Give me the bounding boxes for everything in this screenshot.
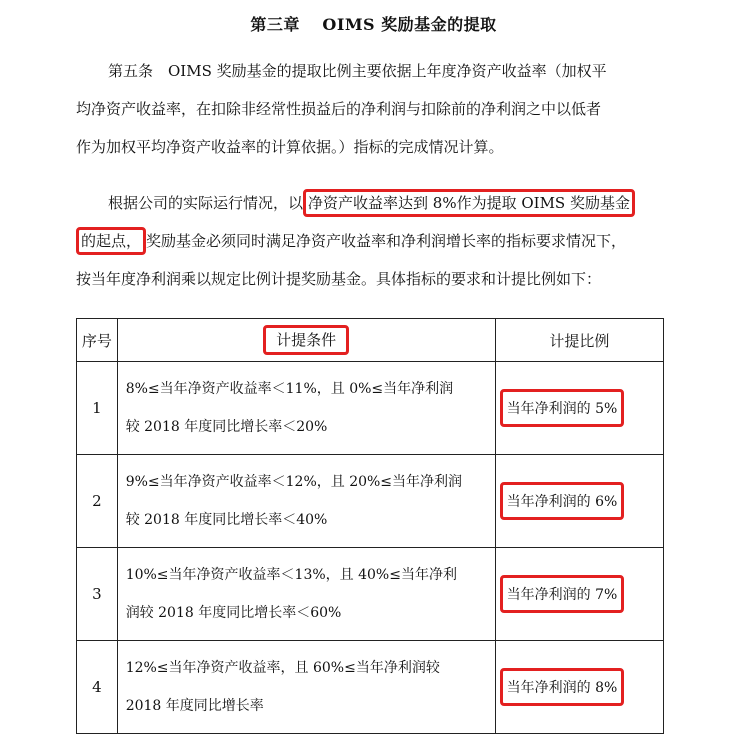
table-row xyxy=(77,455,664,548)
table-row xyxy=(77,548,664,641)
ratio-highlight: 当年净利润的 7% xyxy=(500,575,625,613)
operation-line-2 xyxy=(76,222,676,260)
condition-line-2: 较 2018 年度同比增长率＜40% xyxy=(125,512,328,528)
table-row xyxy=(77,362,664,455)
condition-line-2: 2018 年度同比增长率 xyxy=(125,698,264,714)
condition-line-1: 10%≤当年净资产收益率＜13%，且 40%≤当年净利 xyxy=(125,567,457,583)
row-ratio xyxy=(495,548,663,641)
operation-line-1 xyxy=(76,184,676,222)
row-ratio xyxy=(495,641,663,734)
operation-paragraph xyxy=(76,184,676,298)
row-no: 4 xyxy=(77,641,118,734)
highlight-threshold: 净资产收益率达到 8%作为提取 OIMS 奖励基金 xyxy=(303,189,635,217)
row-ratio xyxy=(495,362,663,455)
bonus-ratio-table xyxy=(76,318,664,734)
row-no: 2 xyxy=(77,455,118,548)
operation-line-1-text: 根据公司的实际运行情况，以 xyxy=(108,194,304,212)
header-no: 序号 xyxy=(77,319,118,362)
operation-line-3: 按当年度净利润乘以规定比例计提奖励基金。具体指标的要求和计提比例如下： xyxy=(76,270,602,288)
chapter-title: 第三章 OIMS 奖励基金的提取 xyxy=(250,15,497,34)
row-condition xyxy=(117,548,495,641)
highlight-start-point: 的起点， xyxy=(76,227,146,255)
header-condition-highlight: 计提条件 xyxy=(263,325,349,355)
article-line-1: 第五条 OIMS 奖励基金的提取比例主要依据上年度净资产收益率（加权平 xyxy=(108,62,607,80)
row-condition xyxy=(117,641,495,734)
header-condition xyxy=(117,319,495,362)
operation-line-2-text: 奖励基金必须同时满足净资产收益率和净利润增长率的指标要求情况下， xyxy=(146,232,627,250)
row-condition xyxy=(117,455,495,548)
row-condition xyxy=(117,362,495,455)
row-no: 3 xyxy=(77,548,118,641)
header-ratio: 计提比例 xyxy=(495,319,663,362)
ratio-highlight: 当年净利润的 5% xyxy=(500,389,625,427)
condition-line-1: 9%≤当年净资产收益率＜12%，且 20%≤当年净利润 xyxy=(125,474,463,490)
article-line-2: 均净资产收益率，在扣除非经常性损益后的净利润与扣除前的净利润之中以低者 xyxy=(76,100,602,118)
article-paragraph xyxy=(76,52,676,166)
table-row xyxy=(77,641,664,734)
article-line-3: 作为加权平均净资产收益率的计算依据。）指标的完成情况计算。 xyxy=(76,138,504,156)
ratio-highlight: 当年净利润的 8% xyxy=(500,668,625,706)
condition-line-2: 润较 2018 年度同比增长率＜60% xyxy=(125,605,342,621)
table-header-row xyxy=(77,319,664,362)
row-no: 1 xyxy=(77,362,118,455)
condition-line-2: 较 2018 年度同比增长率＜20% xyxy=(125,419,328,435)
ratio-highlight: 当年净利润的 6% xyxy=(500,482,625,520)
condition-line-1: 8%≤当年净资产收益率＜11%，且 0%≤当年净利润 xyxy=(125,381,454,397)
condition-line-1: 12%≤当年净资产收益率，且 60%≤当年净利润较 xyxy=(125,660,440,676)
row-ratio xyxy=(495,455,663,548)
